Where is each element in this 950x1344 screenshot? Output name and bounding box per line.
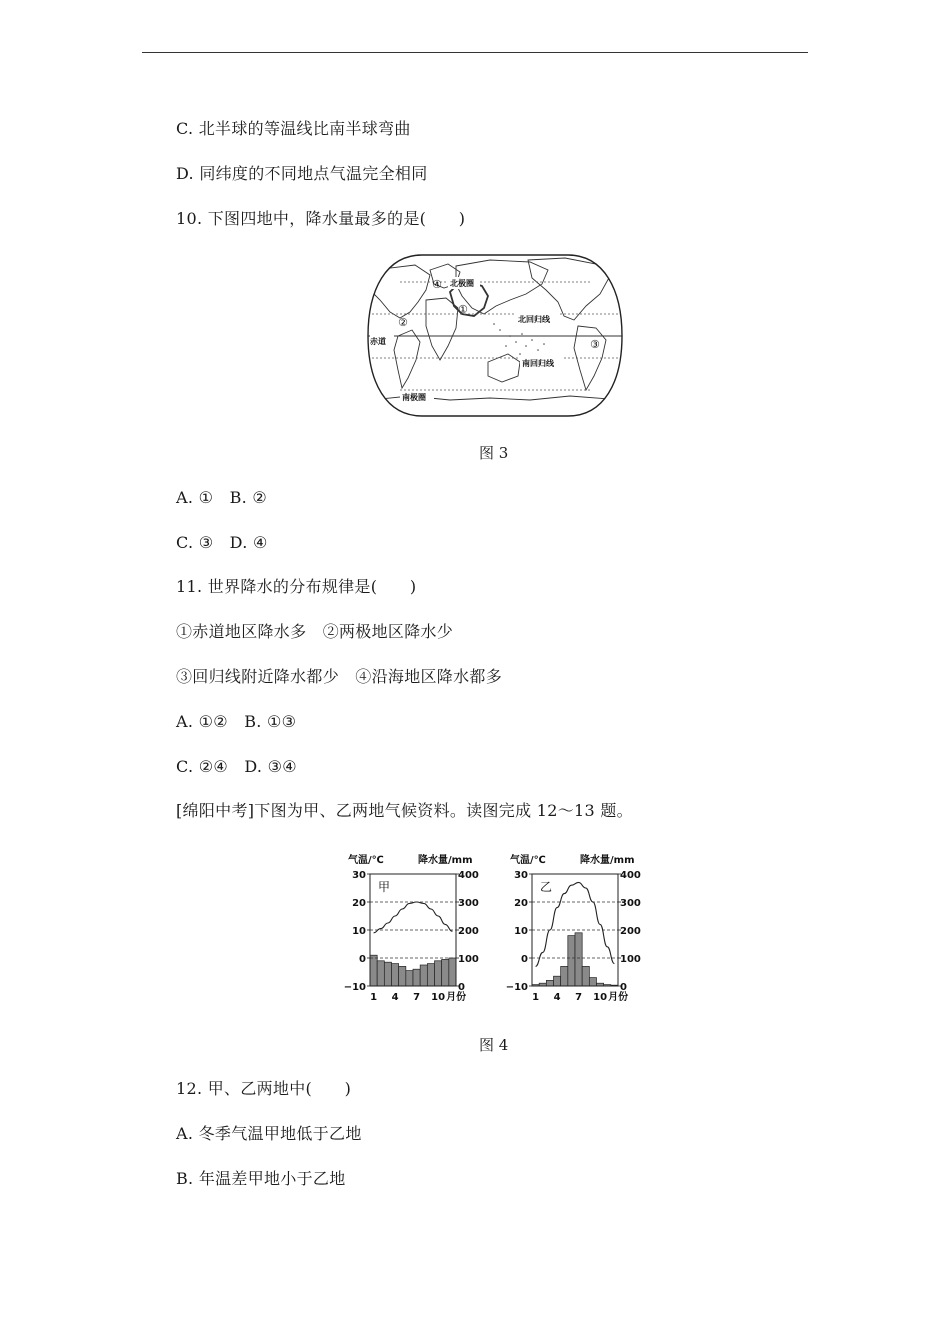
precip-bar-1-6 (568, 936, 575, 986)
precip-axis-title-0: 降水量/mm (418, 855, 473, 866)
month-tick-0-2: 7 (413, 992, 421, 1003)
precip-tick-1-3: 100 (620, 954, 641, 965)
temp-axis-title-0: 气温/℃ (348, 855, 384, 866)
precip-bar-0-3 (384, 962, 391, 986)
precip-bar-0-6 (406, 971, 413, 986)
q10-stem: 10. 下图四地中，降水量最多的是( ) (176, 209, 466, 228)
q11-options-cd: C. ②④ D. ③④ (176, 757, 297, 776)
header-rule (142, 52, 808, 53)
tropic-capricorn-label: 南回归线 (522, 359, 554, 368)
precip-tick-0-3: 100 (458, 954, 479, 965)
precip-bar-1-3 (546, 980, 553, 986)
precip-bar-0-12 (449, 958, 456, 986)
q11-statements-2: ③回归线附近降水都少 ④沿海地区降水都多 (176, 667, 503, 686)
month-tick-1-1: 4 (553, 992, 561, 1003)
q9-option-d: D. 同纬度的不同地点气温完全相同 (176, 164, 428, 183)
temp-tick-1-4: −10 (505, 982, 528, 993)
chart-name-1: 乙 (540, 880, 553, 894)
precip-tick-0-2: 200 (458, 926, 479, 937)
month-unit-0: 月份 (446, 992, 467, 1003)
chart-name-0: 甲 (378, 880, 391, 894)
north-america-shape (370, 265, 430, 318)
temp-tick-1-2: 10 (514, 926, 528, 937)
antarctic-circle-label: 南极圈 (402, 393, 426, 402)
climate-charts-figure (340, 848, 650, 1008)
precip-tick-1-1: 300 (620, 898, 641, 909)
precip-bar-0-8 (420, 965, 427, 986)
precip-bar-1-8 (582, 966, 589, 986)
month-tick-1-2: 7 (575, 992, 583, 1003)
precip-bar-0-11 (442, 959, 449, 986)
q10-options-ab: A. ① B. ② (176, 488, 268, 507)
precip-axis-title-1: 降水量/mm (580, 855, 635, 866)
precip-bar-0-4 (392, 964, 399, 986)
temp-tick-1-3: 0 (521, 954, 528, 965)
precip-bar-0-1 (370, 955, 377, 986)
q11-options-ab: A. ①② B. ①③ (176, 712, 297, 731)
temp-tick-0-4: −10 (343, 982, 366, 993)
precip-tick-0-1: 300 (458, 898, 479, 909)
arctic-circle-label: 北极圈 (450, 279, 474, 288)
equator-label: 赤道 (370, 337, 386, 346)
precip-bar-1-7 (575, 933, 582, 986)
q12-option-b: B. 年温差甲地小于乙地 (176, 1169, 346, 1188)
q9-option-c: C. 北半球的等温线比南半球弯曲 (176, 119, 411, 138)
precip-tick-1-2: 200 (620, 926, 641, 937)
precip-bar-0-2 (377, 961, 384, 986)
q11-statements-1: ①赤道地区降水多 ②两极地区降水少 (176, 622, 454, 641)
q10-options-cd: C. ③ D. ④ (176, 533, 268, 552)
south-america-shape (394, 330, 420, 388)
world-map-figure (360, 250, 630, 425)
africa-shape (426, 298, 458, 360)
precip-bar-0-5 (399, 966, 406, 986)
climate-intro: [绵阳中考]下图为甲、乙两地气候资料。读图完成 12～13 题。 (176, 801, 633, 820)
temp-tick-1-1: 20 (514, 898, 528, 909)
temp-axis-title-1: 气温/℃ (510, 855, 546, 866)
q12-option-a: A. 冬季气温甲地低于乙地 (176, 1124, 362, 1143)
precip-bar-0-7 (413, 969, 420, 986)
precip-tick-0-4: 0 (458, 982, 465, 993)
temp-tick-0-2: 10 (352, 926, 366, 937)
temp-tick-0-0: 30 (352, 870, 366, 881)
month-tick-1-0: 1 (532, 992, 540, 1003)
precip-bar-1-9 (589, 978, 596, 986)
temp-tick-0-3: 0 (359, 954, 366, 965)
tropic-cancer-label: 北回归线 (518, 315, 550, 324)
pacific-islands (493, 323, 551, 359)
marker-1: ① (458, 303, 468, 316)
figure-3-caption: 图 3 (479, 444, 509, 462)
precip-bar-1-4 (554, 976, 561, 986)
marker-2: ② (398, 316, 408, 329)
q11-stem: 11. 世界降水的分布规律是( ) (176, 577, 417, 596)
temp-tick-0-1: 20 (352, 898, 366, 909)
month-tick-1-3: 10 (593, 992, 608, 1003)
precip-bar-0-10 (435, 961, 442, 986)
month-tick-0-3: 10 (431, 992, 446, 1003)
precip-bar-1-5 (561, 966, 568, 986)
figure-4-caption: 图 4 (479, 1036, 509, 1054)
month-tick-0-1: 4 (391, 992, 399, 1003)
marker-4: ④ (432, 278, 442, 291)
temp-tick-1-0: 30 (514, 870, 528, 881)
month-tick-0-0: 1 (370, 992, 378, 1003)
north-america-right-shape (528, 258, 610, 320)
marker-3: ③ (590, 338, 600, 351)
temperature-curve-0 (374, 902, 453, 933)
q12-stem: 12. 甲、乙两地中( ) (176, 1079, 352, 1098)
precip-tick-1-0: 400 (620, 870, 641, 881)
month-unit-1: 月份 (608, 992, 629, 1003)
precip-bar-0-9 (427, 964, 434, 986)
precip-tick-1-4: 0 (620, 982, 627, 993)
precip-tick-0-0: 400 (458, 870, 479, 881)
